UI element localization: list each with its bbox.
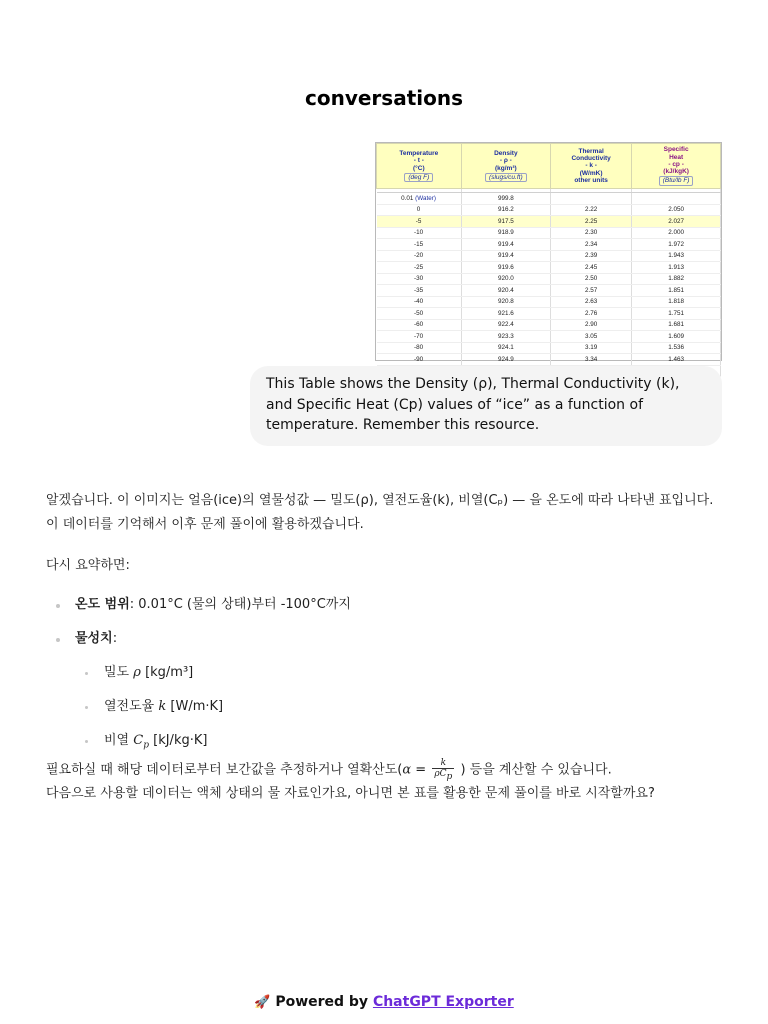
prop-symbol-sub: p <box>143 740 149 751</box>
table-cell: 918.9 <box>461 227 550 239</box>
ice-properties-table <box>376 143 721 377</box>
table-cell: -15 <box>377 239 462 251</box>
header-specific-heat-line: (kJ/kgK) <box>663 168 689 176</box>
header-density <box>461 144 550 189</box>
header-specific-heat-line: - cp - <box>668 160 684 168</box>
table-cell: 1.913 <box>632 262 721 274</box>
assistant-formula-paragraph <box>46 758 726 782</box>
table-row-water <box>377 193 721 205</box>
table-cell: 2.57 <box>551 285 632 297</box>
header-density-line: Density <box>494 149 518 157</box>
table-row <box>377 331 721 343</box>
formula-numerator: k <box>432 758 454 769</box>
props-label: 물성치 <box>75 631 113 646</box>
table-cell: -10 <box>377 227 462 239</box>
table-row <box>377 262 721 274</box>
table-cell: 919.4 <box>461 250 550 262</box>
assistant-intro: 알겠습니다. 이 이미지는 얼음(ice)의 열물성값 — 밀도(ρ), 열전도율(k), 비열(Cₚ) — 을 온도에 따라 나타낸 표입니다. 이 데이터를 기억해서 이후 문제 풀이에 활용하겠습니다. <box>46 493 714 532</box>
range-text: : 0.01°C (물의 상태)부터 -100°C까지 <box>129 597 351 612</box>
table-cell: 1.751 <box>632 308 721 320</box>
table-cell: 2.25 <box>551 216 632 228</box>
table-row <box>377 250 721 262</box>
prop-name: 비열 <box>104 733 130 748</box>
table-cell: 1.943 <box>632 250 721 262</box>
table-cell: 1.851 <box>632 285 721 297</box>
assistant-summary-lead: 다시 요약하면: <box>46 558 130 573</box>
formula-alpha: α <box>402 762 412 777</box>
table-cell: 922.4 <box>461 319 550 331</box>
table-cell: -60 <box>377 319 462 331</box>
chatgpt-exporter-link[interactable]: ChatGPT Exporter <box>372 994 514 1010</box>
prop-symbol: ρ <box>133 665 141 680</box>
table-cell: 2.50 <box>551 273 632 285</box>
table-cell: 2.30 <box>551 227 632 239</box>
header-temperature-line: Temperature <box>399 149 439 157</box>
table-cell: 1.609 <box>632 331 721 343</box>
table-cell: 3.05 <box>551 331 632 343</box>
header-specific-heat-line: Heat <box>669 153 684 161</box>
header-specific-heat-line: Specific <box>663 146 689 154</box>
properties-list <box>75 661 726 758</box>
range-label: 온도 범위 <box>75 597 130 612</box>
table-row <box>377 273 721 285</box>
table-row <box>377 204 721 216</box>
table-cell: -50 <box>377 308 462 320</box>
table-cell: 2.90 <box>551 319 632 331</box>
table-cell: 1.882 <box>632 273 721 285</box>
table-row <box>377 285 721 297</box>
table-cell: 2.027 <box>632 216 721 228</box>
table-cell: 1.463 <box>632 354 721 366</box>
header-temperature-unit-box: (deg F) <box>404 173 433 182</box>
list-item-conductivity <box>75 695 726 719</box>
formula-denominator <box>432 769 454 782</box>
table-cell: 1.536 <box>632 342 721 354</box>
summary-list <box>46 593 726 758</box>
rocket-icon: 🚀 <box>254 995 271 1010</box>
table-cell: 924.9 <box>461 354 550 366</box>
table-cell: 920.8 <box>461 296 550 308</box>
table-cell: -70 <box>377 331 462 343</box>
formula-equals: = <box>415 762 427 777</box>
header-density-unit-box: (slugs/cu.ft) <box>485 173 527 182</box>
formula-pre: 필요하실 때 해당 데이터로부터 보간값을 추정하거나 열확산도( <box>46 762 403 777</box>
header-conductivity-line: Conductivity <box>571 155 611 163</box>
table-cell: 2.000 <box>632 227 721 239</box>
prop-unit: [W/m·K] <box>170 699 224 714</box>
header-temperature-line: - t - <box>413 157 424 165</box>
header-temperature <box>377 144 462 189</box>
table-cell: -5 <box>377 216 462 228</box>
water-label: (Water) <box>415 194 436 202</box>
water-temperature: 0.01 <box>401 194 414 202</box>
table-cell: 921.6 <box>461 308 550 320</box>
table-cell: 1.681 <box>632 319 721 331</box>
user-message-text: This Table shows the Density (ρ), Thermal Conductivity (k), and Specific Heat (Cp) values of “ice” as a function of temperature. Remember this resource. <box>266 376 680 433</box>
header-conductivity-line: - k - <box>585 162 597 170</box>
table-cell: 2.63 <box>551 296 632 308</box>
list-item-temperature-range <box>46 593 726 617</box>
table-cell: 1.818 <box>632 296 721 308</box>
ice-properties-table-image <box>375 142 722 361</box>
footer-prefix: Powered by <box>275 994 369 1010</box>
table-cell: -35 <box>377 285 462 297</box>
table-cell: -20 <box>377 250 462 262</box>
table-row <box>377 308 721 320</box>
header-conductivity <box>551 144 632 189</box>
table-cell: 2.050 <box>632 204 721 216</box>
table-cell: 2.39 <box>551 250 632 262</box>
table-cell: 2.22 <box>551 204 632 216</box>
list-item-properties <box>46 627 726 758</box>
header-density-line: - ρ - <box>499 157 512 165</box>
table-cell: -40 <box>377 296 462 308</box>
props-colon: : <box>112 631 118 646</box>
table-cell: -25 <box>377 262 462 274</box>
prop-unit: [kJ/kg·K] <box>153 733 208 748</box>
table-cell: -80 <box>377 342 462 354</box>
table-cell <box>551 193 632 205</box>
table-cell: 0 <box>377 204 462 216</box>
table-cell: 920.0 <box>461 273 550 285</box>
table-cell: 919.6 <box>461 262 550 274</box>
table-cell: 2.76 <box>551 308 632 320</box>
table-cell <box>632 193 721 205</box>
prop-symbol: k <box>158 699 167 714</box>
table-cell: -30 <box>377 273 462 285</box>
table-row <box>377 342 721 354</box>
formula-denominator-main: ρC <box>434 768 447 779</box>
assistant-closing: 다음으로 사용할 데이터는 액체 상태의 물 자료인가요, 아니면 본 표를 활용한 문제 풀이를 바로 시작할까요? <box>46 786 655 801</box>
table-cell: 1.972 <box>632 239 721 251</box>
header-conductivity-line: other units <box>574 176 608 184</box>
table-cell: 916.2 <box>461 204 550 216</box>
header-specific-heat <box>632 144 721 189</box>
prop-unit: [kg/m³] <box>145 665 194 680</box>
table-row <box>377 319 721 331</box>
table-cell <box>377 193 462 205</box>
header-density-line: (kg/m³) <box>494 164 517 172</box>
table-cell: 917.5 <box>461 216 550 228</box>
table-cell: 3.34 <box>551 354 632 366</box>
header-conductivity-line: (W/mK) <box>579 169 603 177</box>
table-cell: 924.1 <box>461 342 550 354</box>
prop-name: 밀도 <box>104 665 130 680</box>
table-cell: 2.34 <box>551 239 632 251</box>
table-cell: 919.4 <box>461 239 550 251</box>
prop-name: 열전도율 <box>104 699 155 714</box>
prop-symbol-main: C <box>133 733 144 748</box>
footer <box>0 994 768 1010</box>
table-row <box>377 296 721 308</box>
formula-denominator-sub: p <box>446 771 453 782</box>
prop-symbol <box>133 733 149 751</box>
table-row <box>377 354 721 366</box>
table-cell: 2.45 <box>551 262 632 274</box>
table-cell: 920.4 <box>461 285 550 297</box>
table-cell: 3.19 <box>551 342 632 354</box>
table-row <box>377 227 721 239</box>
formula-fraction <box>432 758 454 782</box>
list-item-specific-heat <box>75 729 726 758</box>
header-specific-heat-unit-box: (Btu/lb F) <box>659 176 694 185</box>
header-conductivity-line: Thermal <box>578 147 604 155</box>
table-row <box>377 216 721 228</box>
assistant-message <box>46 489 726 806</box>
table-cell: -90 <box>377 354 462 366</box>
table-row <box>377 239 721 251</box>
user-message-bubble <box>250 366 722 446</box>
page-title: conversations <box>305 86 463 110</box>
list-item-density <box>75 661 726 685</box>
formula-post: ) 등을 계산할 수 있습니다. <box>460 762 612 777</box>
table-cell: 923.3 <box>461 331 550 343</box>
header-temperature-line: (°C) <box>412 164 425 172</box>
table-cell: 999.8 <box>461 193 550 205</box>
